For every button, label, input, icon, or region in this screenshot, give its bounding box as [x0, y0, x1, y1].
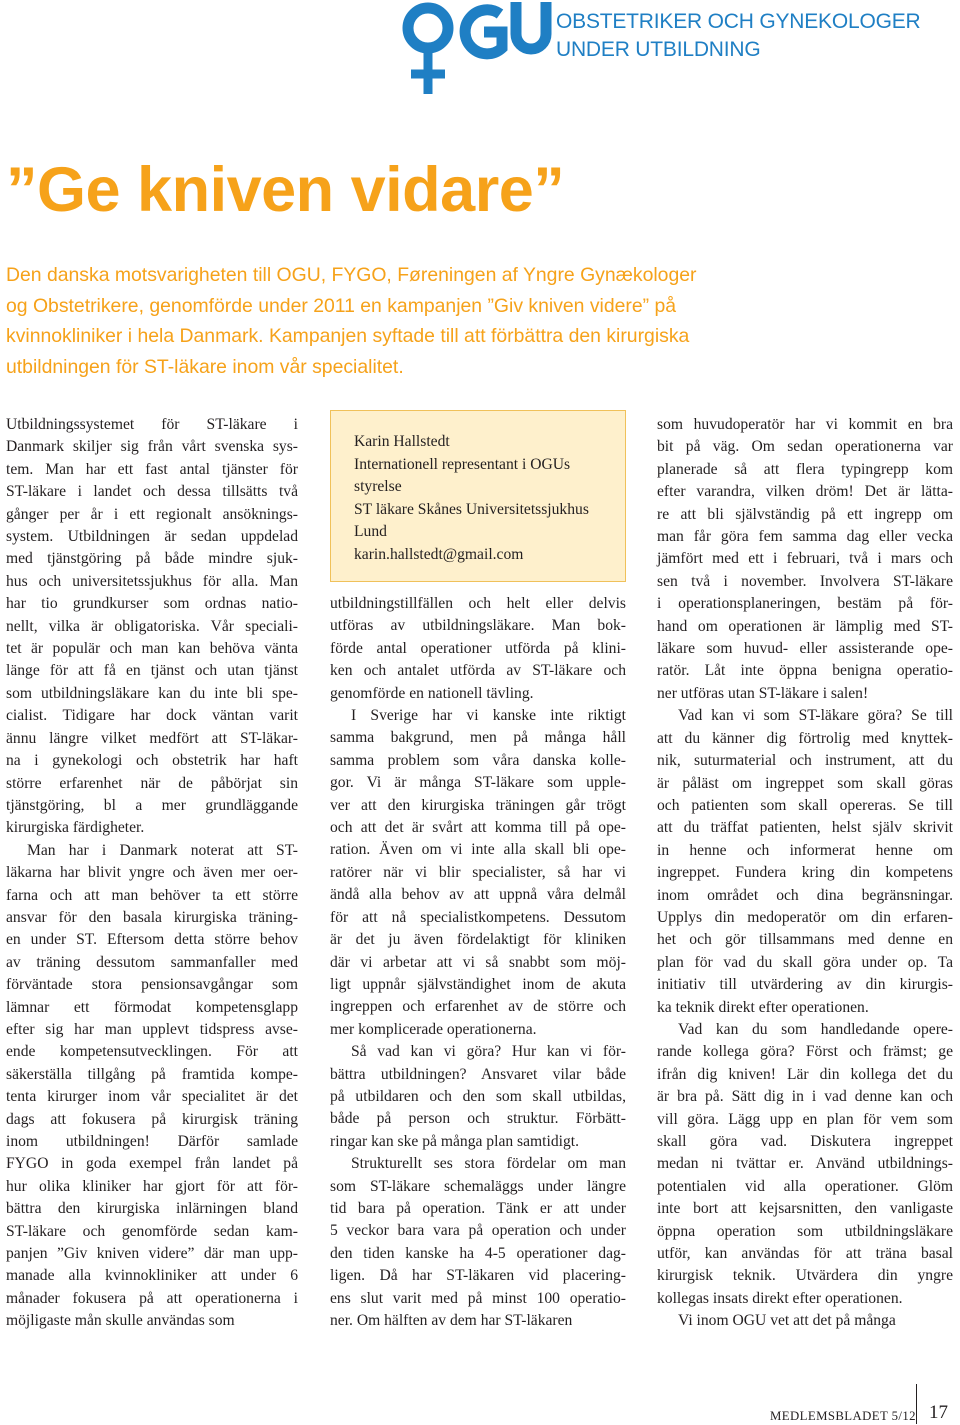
- text-line: den tiden kanske ha 4-5 operationer dag-: [330, 1244, 626, 1262]
- text-line: efter sig har man upplevt tidspress avse-: [6, 1020, 298, 1038]
- text-line: ka teknik direkt efter operationen.: [657, 998, 869, 1016]
- text-line: läkare som huvud- eller assisterande ope-: [657, 640, 953, 658]
- text-line: na i gynekologi och obstetrik har haft: [6, 752, 298, 770]
- body-paragraph: [657, 414, 953, 705]
- ingress-line: og Obstetrikere, genomförde under 2011 en kampanjen ”Giv kniven videre” på: [6, 294, 677, 317]
- text-line: på utbildaren och den som skall utbildas,: [330, 1087, 626, 1105]
- text-line: är påläst om ingreppet som skall göras: [657, 774, 953, 792]
- ogu-logo: [398, 0, 556, 96]
- text-line: förde antal operationer utförda på klini-: [330, 639, 626, 657]
- body-paragraph: [330, 1041, 626, 1153]
- text-line: gånger per år i ett regionalt ansöknings-: [6, 505, 298, 523]
- author-email[interactable]: karin.hallstedt@gmail.com: [354, 545, 524, 563]
- text-line: Strukturellt ses stora fördelar om man: [351, 1155, 626, 1173]
- text-line: ende kompetensutvecklingen. För att: [6, 1043, 298, 1061]
- ingress-line: Den danska motsvarigheten till OGU, FYGO, Føreningen af Yngre Gynækologer: [6, 264, 697, 286]
- text-line: utbildningstillfällen och helt eller delvis: [330, 595, 626, 612]
- text-line: bättra den kirurgiska inlärningen bland: [6, 1200, 298, 1218]
- body-column-3: [657, 414, 953, 1333]
- article-title: ”Ge kniven vidare”: [6, 155, 565, 225]
- page-number: 17: [929, 1402, 948, 1423]
- text-line: inom området och dina begränsningar.: [657, 886, 953, 904]
- text-line: re att bli självständig på ett ingrepp om: [657, 505, 953, 523]
- text-line: förväntade stora pensionsavgångar som: [6, 976, 298, 994]
- text-line: samma bakgrund, men på många håll: [330, 729, 626, 747]
- text-line: ratörer när vi blir specialister, så har vi: [330, 863, 626, 881]
- text-line: av träning dessutom sammanfaller med: [6, 953, 298, 971]
- text-line: planerade så att flera typingrepp kom: [657, 460, 953, 478]
- text-line: och att det är svårt att komma till på ope-: [330, 819, 626, 837]
- text-line: kollegas insats direkt efter operationen.: [657, 1289, 903, 1307]
- text-line: skall göra vad. Diskutera ingreppet: [657, 1133, 953, 1150]
- text-line: vill göra. Lägg upp en plan för vem som: [657, 1110, 953, 1128]
- text-line: jämfört med ett i februari, två i mars och: [657, 550, 953, 568]
- text-line: Upplys din medoperatör om din erfaren-: [657, 908, 953, 926]
- footer-divider: [916, 1384, 917, 1424]
- text-line: ens slut varit med på minst 100 operatio-: [330, 1289, 626, 1307]
- text-line: ken och antalet utförda av ST-läkare och: [330, 662, 626, 680]
- text-line: är det ju även fördelaktigt för kliniken: [330, 931, 626, 949]
- text-line: för att nå specialistkompetens. Dessutom: [330, 908, 626, 926]
- text-line: ratör. Låt inte öppna benigna operatio-: [657, 662, 953, 680]
- text-line: med tjänstgöring på både mindre sjuk-: [6, 550, 298, 568]
- text-line: ver att den kirurgiska träningen går trögt: [330, 796, 626, 814]
- text-line: plan för vad du skall göra under op. Ta: [657, 953, 953, 971]
- text-line: ration. Även om vi inte alla skall bli ope-: [330, 841, 626, 859]
- ingress-line: kvinnokliniker i hela Danmark. Kampanjen syftade till att förbättra den kirurgiska: [6, 325, 690, 348]
- text-line: Så vad kan vi göra? Hur kan vi för-: [351, 1043, 626, 1061]
- text-line: samma problem som våra danska kolle-: [330, 751, 626, 769]
- text-line: tjänstgöring, bl a mer grundläggande: [6, 796, 298, 814]
- text-line: tenta kirurger inom vår specialitet är det: [6, 1088, 298, 1106]
- body-paragraph: [657, 1310, 953, 1332]
- text-line: och patienten som skall opereras. Se till: [657, 796, 953, 814]
- text-line: att du känner dig förtrolig med knyttek-: [657, 729, 953, 747]
- author-city: Lund: [354, 523, 387, 541]
- text-line: hand om operationen är lämplig med ST-: [657, 617, 953, 635]
- text-line: är bra på. Sätt dig in i vad denne kan och: [657, 1088, 953, 1106]
- text-line: potentialen vid alla operationer. Glöm: [657, 1177, 953, 1195]
- text-line: ringar kan ske på många plan samtidigt.: [330, 1132, 579, 1150]
- text-line: ingreppet. Fundera kring din kompetens: [657, 864, 953, 882]
- text-line: tet är populär och man kan behöva vänta: [6, 640, 298, 658]
- body-paragraph: [6, 414, 298, 840]
- text-line: hur olika kliniker har gjort för att för-: [6, 1177, 298, 1195]
- text-line: Man har i Danmark noterat att ST-: [27, 841, 298, 859]
- text-line: öppna operation som utbildningsläkare: [657, 1222, 953, 1240]
- text-line: Utbildningssystemet för ST-läkare i: [6, 416, 298, 433]
- text-line: nellt, vilka är obligatoriska. Vår speciali-: [6, 617, 298, 635]
- text-line: panjen ”Giv kniven videre” där man upp-: [6, 1245, 298, 1263]
- text-line: 5 veckor bara vara på operation och under: [330, 1222, 626, 1240]
- body-column-2: [330, 593, 626, 1332]
- text-line: ST-läkare och genomförde sedan kam-: [6, 1222, 298, 1240]
- text-line: farna och att man behöver ta ett större: [6, 886, 298, 904]
- text-line: ändå alla behov av att uppnå våra delmål: [330, 886, 626, 904]
- text-line: en under ST. Eftersom detta större behov: [6, 931, 298, 949]
- text-line: har tio grundkurser som ordnas natio-: [6, 595, 298, 613]
- text-line: utföras av utbildningsläkare. Man bok-: [330, 617, 626, 635]
- text-line: tid bara på operation. Tänk er att under: [330, 1199, 626, 1217]
- text-line: mer komplicerade operationerna.: [330, 1020, 537, 1038]
- text-line: säkerställa tillgång på framtida kompe-: [6, 1065, 298, 1083]
- text-line: utför, kan användas för att träna basal: [657, 1245, 953, 1263]
- text-line: att du träffat patienten, helst själv skrivit: [657, 819, 953, 837]
- text-line: ifrån dig kniven! Lär din kollega det du: [657, 1065, 953, 1083]
- text-line: kirurgisk teknik. Utvärdera din yngre: [657, 1267, 953, 1285]
- text-line: möjligaste mån skulle användas som: [6, 1312, 235, 1330]
- text-line: manade alla kvinnokliniker att under 6: [6, 1267, 298, 1285]
- organization-name-line-2: UNDER UTBILDNING: [556, 38, 761, 61]
- text-line: dags att fokusera på kirurgisk träning: [6, 1110, 298, 1128]
- body-paragraph: [330, 705, 626, 1041]
- text-line: månader fokusera på att operationerna i: [6, 1289, 298, 1307]
- text-line: ner utföras utan ST-läkare i salen!: [657, 684, 869, 702]
- author-box: [330, 410, 626, 582]
- author-name: Karin Hallstedt: [354, 433, 450, 450]
- text-line: hus och universitetssjukhus för alla. Man: [6, 572, 298, 590]
- text-line: initiativ till utvärdering av din kirurgis-: [657, 976, 953, 994]
- text-line: Vi inom OGU vet att det på många: [678, 1312, 896, 1330]
- text-line: Vad kan du som handledande opere-: [678, 1020, 953, 1038]
- body-paragraph: [657, 1019, 953, 1310]
- text-line: inom utbildningen! Därför samlade: [6, 1133, 298, 1150]
- text-line: Vad kan vi som ST-läkare göra? Se till: [678, 707, 953, 725]
- text-line: gor. Vi är många ST-läkare som upple-: [330, 774, 626, 792]
- text-line: het och gör tillsammans med denne en: [657, 931, 953, 949]
- text-line: sen två i november. Involvera ST-läkare: [657, 572, 953, 590]
- text-line: bättra utbildningen? Ansvaret vilar både: [330, 1065, 626, 1083]
- text-line: länge för att få en tjänst och utan tjänst: [6, 662, 298, 680]
- text-line: medan ni tvättar er. Använd utbildnings-: [657, 1155, 953, 1173]
- publication-footer: MEDLEMSBLADET 5/12: [770, 1409, 916, 1423]
- organization-name: [556, 8, 960, 64]
- body-paragraph: [330, 593, 626, 705]
- text-line: ansvar för den basala kirurgiska träning-: [6, 908, 298, 926]
- text-line: inte bort att kejsarsnitten, den vanligaste: [657, 1200, 953, 1218]
- text-line: som utbildningsläkare kan du inte bli spe-: [6, 684, 298, 702]
- author-role: styrelse: [354, 478, 402, 496]
- text-line: cialist. Tidigare har dock väntan varit: [6, 707, 298, 725]
- text-line: tem. Man har ett fast antal tjänster för: [6, 460, 298, 478]
- text-line: FYGO in goda exempel från landet på: [6, 1155, 298, 1173]
- text-line: ingreppen och erfarenhet av de större och: [330, 998, 626, 1016]
- text-line: både på person och struktur. Förbätt-: [330, 1110, 626, 1128]
- text-line: i operationsplaneringen, bestäm på för-: [657, 595, 953, 613]
- organization-name-line-1: OBSTETRIKER OCH GYNEKOLOGER: [556, 10, 921, 33]
- text-line: ner. Om hälften av dem har ST-läkaren: [330, 1312, 573, 1329]
- body-column-1: [6, 414, 298, 1333]
- body-paragraph: [330, 1153, 626, 1332]
- text-line: där vi arbetar att vi så snabbt som möj-: [330, 953, 626, 971]
- text-line: ST-läkare i landet och dessa tillsätts två: [6, 483, 298, 501]
- author-workplace: ST läkare Skånes Universitetssjukhus: [354, 500, 589, 518]
- text-line: lämnar ett förmodat kompetensglapp: [6, 998, 298, 1016]
- article-ingress: [6, 260, 956, 382]
- text-line: rande kollega göra? Först och främst; ge: [657, 1043, 953, 1061]
- text-line: läkarna har blivit yngre och även mer oer-: [6, 864, 298, 882]
- text-line: efter varandra, vilken dröm! Det är lätta-: [657, 483, 953, 501]
- text-line: system. Utbildningen är sedan uppdelad: [6, 528, 298, 546]
- text-line: ligt uppnår självständighet inom de akuta: [330, 975, 626, 993]
- text-line: in henne och informerat henne om: [657, 841, 953, 859]
- text-line: större erfarenhet när de påbörjat sin: [6, 774, 298, 792]
- text-line: nik, suturmaterial och instrument, att du: [657, 752, 953, 770]
- text-line: som huvudoperatör har vi kommit en bra: [657, 416, 953, 433]
- text-line: man får göra fem samma dag eller vecka: [657, 528, 953, 546]
- author-role: Internationell representant i OGUs: [354, 455, 571, 473]
- text-line: genomförde en nationell tävling.: [330, 684, 534, 702]
- text-line: ligen. Då har ST-läkaren vid placering-: [330, 1267, 626, 1285]
- body-paragraph: [657, 705, 953, 1019]
- text-line: Danmark skiljer sig från vårt svenska sys-: [6, 438, 298, 456]
- body-paragraph: [6, 840, 298, 1333]
- text-line: kirurgiska färdigheter.: [6, 819, 145, 837]
- text-line: I Sverige har vi kanske inte riktigt: [351, 707, 626, 725]
- text-line: ännu längre vilket medfört att ST-läkar-: [6, 729, 298, 747]
- text-line: bit på väg. Om sedan operationerna var: [657, 438, 953, 456]
- ingress-line: utbildningen för ST-läkare inom vår specialitet.: [6, 355, 404, 378]
- text-line: som ST-läkare schemaläggs under längre: [330, 1177, 626, 1195]
